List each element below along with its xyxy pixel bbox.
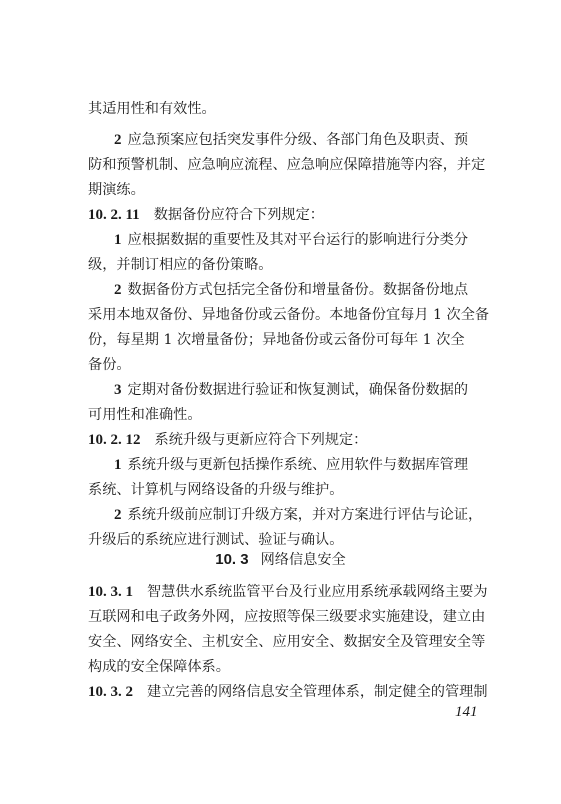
item-number: 1 [114, 457, 122, 473]
clause-number: 10. 3. 2 [88, 684, 133, 700]
body-line: 定期对备份数据进行验证和恢复测试，确保备份数据的 [127, 382, 469, 398]
clause-number: 10. 2. 12 [88, 432, 141, 448]
clause-title: 数据备份应符合下列规定： [153, 207, 324, 223]
section-heading [0, 550, 561, 570]
body-line: 采用本地双备份、异地备份或云备份。本地备份宜每月 1 次全备 [88, 307, 490, 323]
item-number: 2 [114, 282, 122, 298]
clause [88, 582, 488, 602]
page-number: 141 [455, 704, 478, 720]
body-line: 智慧供水系统监管平台及行业应用系统承载网络主要为 [147, 584, 488, 600]
body-line: 级，并制订相应的备份策略。 [88, 257, 273, 273]
list-item [114, 230, 468, 250]
body-line: 系统升级前应制订升级方案，并对方案进行评估与论证， [127, 507, 483, 523]
body-line: 构成的安全保障体系。 [88, 659, 230, 675]
body-line: 期演练。 [88, 182, 145, 198]
body-line: 建立完善的网络信息安全管理体系，制定健全的管理制 [147, 684, 488, 700]
clause [88, 430, 367, 450]
list-item [114, 280, 468, 300]
item-number: 2 [114, 507, 122, 523]
item-number: 1 [114, 232, 122, 248]
clause-title: 系统升级与更新应符合下列规定： [154, 432, 368, 448]
clause-number: 10. 3. 1 [88, 584, 133, 600]
clause-number: 10. 2. 11 [88, 207, 140, 223]
body-line: 系统、计算机与网络设备的升级与维护。 [88, 482, 344, 498]
body-line: 其适用性和有效性。 [88, 101, 216, 117]
clause [88, 205, 324, 225]
list-item [114, 380, 468, 400]
body-line: 数据备份方式包括完全备份和增量备份。数据备份地点 [127, 282, 469, 298]
body-line: 安全、网络安全、主机安全、应用安全、数据安全及管理安全等 [88, 634, 486, 650]
list-item [114, 455, 468, 475]
list-item [114, 130, 468, 150]
body-line: 应根据数据的重要性及其对平台运行的影响进行分类分 [127, 232, 469, 248]
body-line: 可用性和准确性。 [88, 407, 202, 423]
body-line: 应急预案应包括突发事件分级、各部门角色及职责、预 [127, 132, 469, 148]
section-title: 网络信息安全 [260, 552, 346, 568]
body-line: 系统升级与更新包括操作系统、应用软件与数据库管理 [127, 457, 469, 473]
body-line: 升级后的系统应进行测试、验证与确认。 [88, 532, 344, 548]
item-number: 2 [114, 132, 122, 148]
body-line: 备份。 [88, 357, 131, 373]
list-item [114, 505, 482, 525]
body-line: 互联网和电子政务外网，应按照等保三级要求实施建设，建立由 [88, 609, 486, 625]
clause [88, 682, 488, 702]
body-line: 份，每星期 1 次增量备份；异地备份或云备份可每年 1 次全 [88, 332, 465, 348]
item-number: 3 [114, 382, 122, 398]
section-number: 10. 3 [215, 551, 249, 568]
body-line: 防和预警机制、应急响应流程、应急响应保障措施等内容，并定 [88, 157, 486, 173]
